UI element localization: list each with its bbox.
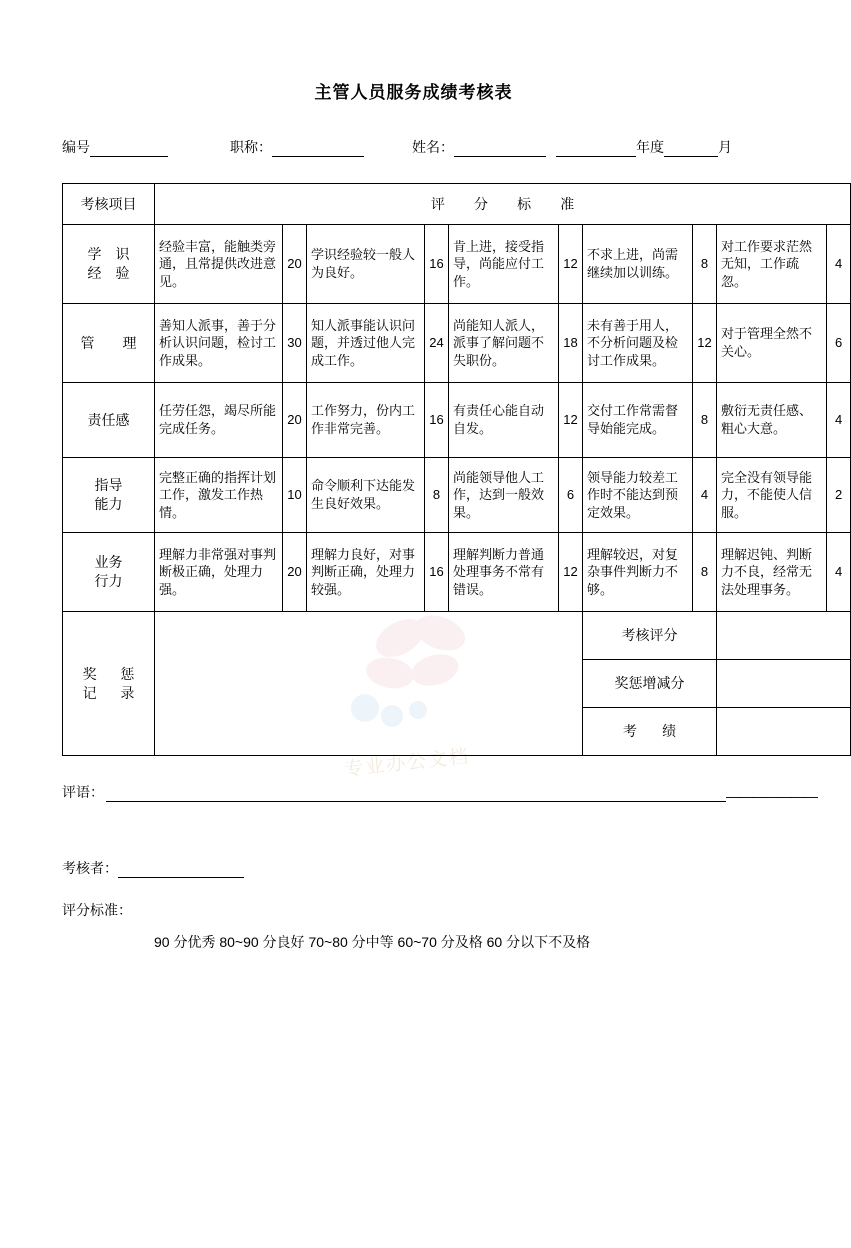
level-4-score: 4 bbox=[693, 458, 717, 533]
level-1-score: 20 bbox=[283, 225, 307, 304]
comment-field bbox=[62, 782, 817, 804]
category-line-2: 行力 bbox=[94, 573, 123, 589]
level-4-desc: 未有善于用人，不分析问题及检讨工作成果。 bbox=[583, 304, 693, 383]
level-3-score: 18 bbox=[559, 304, 583, 383]
header-standard-cell: 评 分 标 准 bbox=[155, 184, 851, 225]
row-category-guidance bbox=[63, 458, 155, 533]
level-1-score: 10 bbox=[283, 458, 307, 533]
award-label-line-1: 奖 惩 bbox=[82, 665, 140, 682]
level-5-desc: 完全没有领导能力，不能使人信服。 bbox=[717, 458, 827, 533]
table-row bbox=[63, 383, 851, 458]
level-5-score: 2 bbox=[827, 458, 851, 533]
field-job-title-label: 职称： bbox=[230, 139, 272, 155]
level-1-desc: 完整正确的指挥计划工作，激发工作热情。 bbox=[155, 458, 283, 533]
field-job-title-input[interactable] bbox=[272, 142, 364, 157]
assessment-table bbox=[62, 183, 851, 756]
level-3-desc: 肯上进，接受指导，尚能应付工作。 bbox=[449, 225, 559, 304]
field-name-input[interactable] bbox=[454, 142, 546, 157]
level-1-score: 20 bbox=[283, 383, 307, 458]
field-month-label: 月 bbox=[718, 139, 732, 155]
level-4-score: 8 bbox=[693, 383, 717, 458]
level-3-desc: 尚能领导他人工作，达到一般效果。 bbox=[449, 458, 559, 533]
level-2-score: 8 bbox=[425, 458, 449, 533]
category-line-1: 学 识 bbox=[87, 246, 130, 263]
comment-input[interactable] bbox=[106, 787, 726, 802]
category-line-1: 责任感 bbox=[87, 411, 130, 428]
award-record-label bbox=[63, 612, 155, 756]
level-3-score: 12 bbox=[559, 533, 583, 612]
watermark-text: 专业办公文档 bbox=[343, 746, 471, 781]
summary-label-adjustment: 奖惩增减分 bbox=[583, 660, 717, 708]
level-2-desc: 命令顺利下达能发生良好效果。 bbox=[307, 458, 425, 533]
assessor-label: 考核者： bbox=[62, 860, 118, 876]
field-number bbox=[62, 137, 168, 157]
field-number-input[interactable] bbox=[90, 142, 168, 157]
category-line-2: 能力 bbox=[94, 496, 123, 512]
field-year bbox=[556, 137, 732, 157]
level-5-desc: 理解迟钝、判断力不良，经常无法处理事务。 bbox=[717, 533, 827, 612]
level-5-score: 4 bbox=[827, 225, 851, 304]
header-fields bbox=[62, 137, 765, 157]
category-line-1: 业务 bbox=[94, 554, 123, 571]
row-category-knowledge bbox=[63, 225, 155, 304]
level-5-score: 4 bbox=[827, 533, 851, 612]
level-2-desc: 理解力良好，对事判断正确，处理力较强。 bbox=[307, 533, 425, 612]
award-label-line-2: 记 录 bbox=[82, 684, 140, 701]
summary-label-total-score: 考核评分 bbox=[583, 612, 717, 660]
level-3-desc: 理解判断力普通处理事务不常有错误。 bbox=[449, 533, 559, 612]
field-name bbox=[412, 137, 546, 157]
row-category-execution bbox=[63, 533, 155, 612]
criteria-values: 90 分优秀 80~90 分良好 70~80 分中等 60~70 分及格 60 分以下不及格 bbox=[154, 934, 591, 950]
level-3-desc: 有责任心能自动自发。 bbox=[449, 383, 559, 458]
row-category-management bbox=[63, 304, 155, 383]
category-line-2: 经 验 bbox=[87, 265, 130, 281]
level-4-score: 8 bbox=[693, 533, 717, 612]
level-1-desc: 经验丰富，能触类旁通，且常提供改进意见。 bbox=[155, 225, 283, 304]
level-1-score: 20 bbox=[283, 533, 307, 612]
level-3-score: 12 bbox=[559, 383, 583, 458]
summary-value-final[interactable] bbox=[717, 708, 851, 756]
level-4-score: 12 bbox=[693, 304, 717, 383]
level-2-score: 16 bbox=[425, 225, 449, 304]
field-number-label: 编号 bbox=[62, 139, 90, 155]
field-month-input[interactable] bbox=[664, 142, 718, 157]
table-header-row bbox=[63, 184, 851, 225]
level-2-desc: 工作努力，份内工作非常完善。 bbox=[307, 383, 425, 458]
level-1-desc: 任劳任怨，竭尽所能完成任务。 bbox=[155, 383, 283, 458]
level-3-desc: 尚能知人派人，派事了解问题不失职份。 bbox=[449, 304, 559, 383]
assessor-field bbox=[62, 858, 765, 878]
level-2-desc: 学识经验较一般人为良好。 bbox=[307, 225, 425, 304]
level-2-desc: 知人派事能认识问题，并透过他人完成工作。 bbox=[307, 304, 425, 383]
level-3-score: 12 bbox=[559, 225, 583, 304]
award-record-row bbox=[63, 612, 851, 660]
level-5-desc: 对于管理全然不关心。 bbox=[717, 304, 827, 383]
level-4-desc: 不求上进，尚需继续加以训练。 bbox=[583, 225, 693, 304]
field-year-input[interactable] bbox=[556, 142, 636, 157]
summary-value-total-score[interactable] bbox=[717, 612, 851, 660]
table-row bbox=[63, 225, 851, 304]
page-title: 主管人员服务成绩考核表 bbox=[314, 83, 513, 102]
table-row bbox=[63, 533, 851, 612]
assessor-input[interactable] bbox=[118, 863, 244, 878]
comment-dashes: ——————— bbox=[726, 788, 817, 804]
level-2-score: 16 bbox=[425, 533, 449, 612]
category-line-1: 管 理 bbox=[80, 334, 144, 351]
table-row bbox=[63, 304, 851, 383]
criteria-label: 评分标准： bbox=[62, 902, 132, 918]
level-5-desc: 敷衍无责任感、粗心大意。 bbox=[717, 383, 827, 458]
row-category-responsibility bbox=[63, 383, 155, 458]
field-year-label: 年度 bbox=[636, 139, 664, 155]
level-5-desc: 对工作要求茫然无知，工作疏忽。 bbox=[717, 225, 827, 304]
level-1-desc: 善知人派事，善于分析认识问题，检讨工作成果。 bbox=[155, 304, 283, 383]
level-4-desc: 领导能力较差工作时不能达到预定效果。 bbox=[583, 458, 693, 533]
document-page bbox=[0, 78, 843, 1248]
level-4-desc: 交付工作常需督导始能完成。 bbox=[583, 383, 693, 458]
level-1-desc: 理解力非常强对事判断极正确，处理力强。 bbox=[155, 533, 283, 612]
level-3-score: 6 bbox=[559, 458, 583, 533]
award-record-input[interactable] bbox=[155, 612, 583, 756]
header-item-cell: 考核项目 bbox=[63, 184, 155, 225]
level-4-desc: 理解较迟，对复杂事件判断力不够。 bbox=[583, 533, 693, 612]
level-4-score: 8 bbox=[693, 225, 717, 304]
level-5-score: 4 bbox=[827, 383, 851, 458]
level-5-score: 6 bbox=[827, 304, 851, 383]
field-job-title bbox=[230, 137, 364, 157]
field-name-label: 姓名： bbox=[412, 139, 454, 155]
level-2-score: 24 bbox=[425, 304, 449, 383]
table-row bbox=[63, 458, 851, 533]
level-2-score: 16 bbox=[425, 383, 449, 458]
comment-label: 评语： bbox=[62, 784, 104, 800]
summary-value-adjustment[interactable] bbox=[717, 660, 851, 708]
category-line-1: 指导 bbox=[94, 477, 123, 494]
summary-label-final: 考 绩 bbox=[583, 708, 717, 756]
level-1-score: 30 bbox=[283, 304, 307, 383]
